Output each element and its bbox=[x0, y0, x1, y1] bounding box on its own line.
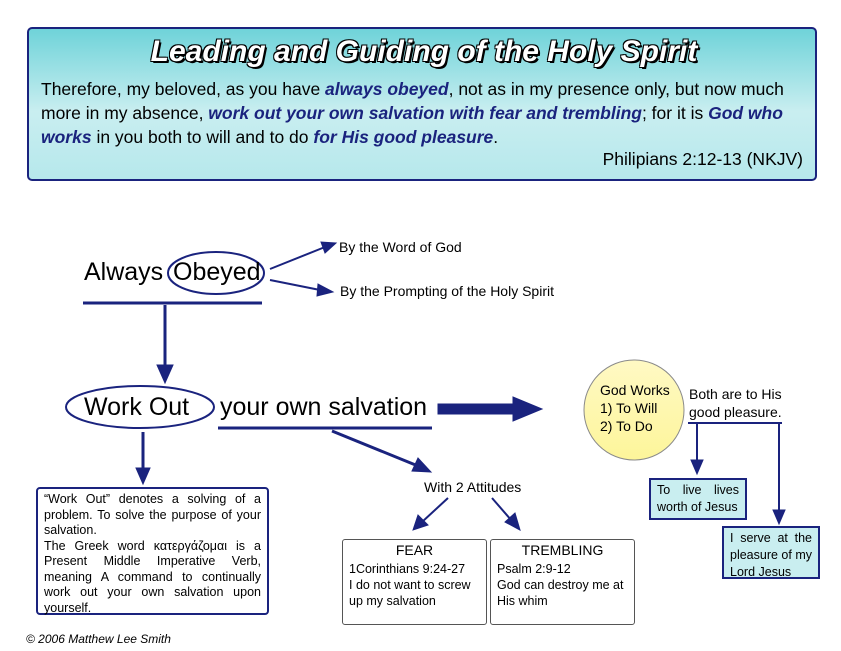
arrowhead bbox=[157, 365, 173, 383]
arrow-to-prompting bbox=[270, 280, 320, 290]
arrow-to-word bbox=[270, 247, 325, 269]
trembling-text: God can destroy me at His whim bbox=[497, 578, 624, 608]
fear-ref: 1Corinthians 9:24-27 bbox=[349, 562, 466, 576]
note-paragraph: “Work Out” denotes a solving of a problem. To solve the purpose of your salvation. bbox=[44, 492, 261, 537]
verse-part: Therefore, my beloved, as you have bbox=[41, 79, 326, 99]
arrowhead bbox=[412, 458, 431, 472]
big-arrow bbox=[438, 397, 542, 421]
god-works-text bbox=[600, 381, 670, 435]
verse-part: ; for it is bbox=[641, 103, 709, 123]
verse-part: in you both to will and to do bbox=[91, 127, 314, 147]
attitudes-label: With 2 Attitudes bbox=[424, 479, 522, 495]
by-word-label: By the Word of God bbox=[339, 239, 462, 255]
trembling-ref: Psalm 2:9-12 bbox=[497, 562, 571, 576]
trembling-title: TREMBLING bbox=[521, 542, 604, 558]
verse-emphasis: work out your own salvation with fear and trembling bbox=[208, 103, 642, 123]
arrow-to-trembling bbox=[492, 498, 512, 521]
salvation-label: your own salvation bbox=[220, 393, 428, 421]
arrow-to-fear bbox=[422, 498, 448, 522]
arrow-to-attitudes bbox=[332, 431, 418, 466]
arrowhead bbox=[317, 284, 333, 296]
by-prompting-label: By the Prompting of the Holy Spirit bbox=[340, 283, 554, 299]
verse-part: , not as in my presence only, but now much more in my absence, bbox=[41, 79, 784, 123]
god-works-line: God Works bbox=[600, 382, 670, 398]
both-pleasure-label: Both are to His good pleasure. bbox=[689, 386, 782, 420]
fear-title: FEAR bbox=[395, 542, 434, 558]
work-out-note bbox=[36, 487, 269, 615]
verse-emphasis: for His good pleasure bbox=[313, 127, 494, 147]
arrowhead bbox=[773, 510, 785, 524]
verse-emphasis: always obeyed bbox=[325, 79, 449, 99]
verse-reference: Philipians 2:12-13 (NKJV) bbox=[602, 149, 803, 169]
fear-text: I do not want to screw up my salvation bbox=[349, 578, 471, 608]
arrowhead bbox=[321, 242, 336, 253]
i-serve-box: I serve at the pleasure of my Lord Jesus bbox=[722, 526, 820, 579]
always-label: Always bbox=[84, 258, 164, 286]
verse-emphasis: God who works bbox=[41, 103, 783, 147]
god-works-line: 1) To Will bbox=[600, 400, 658, 416]
obeyed-label: Obeyed bbox=[173, 258, 261, 286]
note-paragraph: The Greek word κατεργάζομαι is a Present Middle Imperative Verb, meaning A command to continually work out your own salvation upon yourself. bbox=[44, 538, 261, 615]
trembling-box bbox=[490, 539, 635, 625]
god-works-line: 2) To Do bbox=[600, 418, 653, 434]
page-title: Leading and Guiding of the Holy Spirit bbox=[150, 35, 698, 68]
fear-box bbox=[342, 539, 487, 625]
arrowhead bbox=[691, 460, 703, 474]
verse-part: . bbox=[493, 127, 499, 147]
copyright: © 2006 Matthew Lee Smith bbox=[26, 632, 171, 646]
arrowhead bbox=[136, 468, 150, 484]
work-out-label: Work Out bbox=[84, 393, 190, 421]
to-live-box: To live lives worth of Jesus bbox=[649, 478, 747, 520]
